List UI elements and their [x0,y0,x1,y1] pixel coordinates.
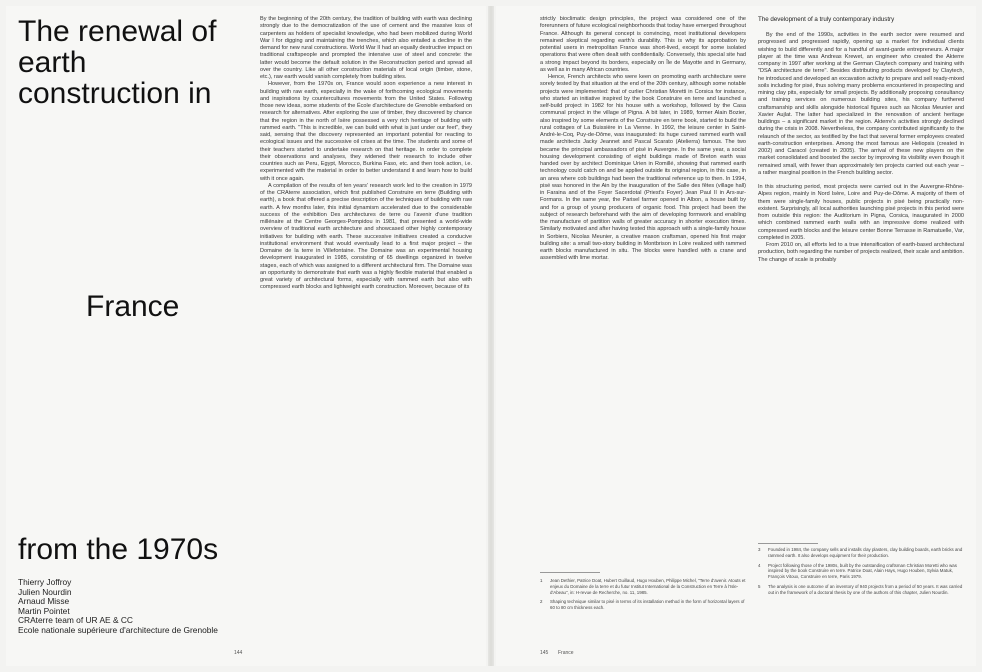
body-column-left [260,16,472,628]
footnote-text: Project following those of the 1980s, built by the outstanding craftsman Christian Moretti who was inspired by the book Construire en terre. Patrice Doat, Alain Hays, Hugo Houben, Sylvia Matuk, François Vitoux, Construire en terre, Paris 1979. [768,562,957,580]
footnote [540,599,746,611]
title-line-2: France [86,290,180,323]
credit-line: Julien Nourdin [18,586,72,597]
credit-line: Martin Pointet [18,605,70,616]
footnote-number: 4 [758,562,761,568]
footnote-number: 3 [758,547,761,552]
footnote [540,578,746,595]
body-column-right-2 [758,16,964,538]
left-page [6,6,486,666]
section-heading: The development of a truly contemporary industry [758,16,895,23]
page-number-right: 145 [540,650,549,656]
body-paragraph: However, from the 1970s on, France would soon experience a new interest in building with raw earth, especially in the wake of forthcoming ecological movements and inspirations by countercultures movements from the United States. Following those new ideas, some students of the École d'architecture de Grenoble embarked on research for alternatives. After exploring the use of timber, they discovered by chance that the region in the north of Isère possessed a very rich heritage of building with rammed earth. "This is incredible, we can build with what is just under our feet", they said, sensing that the discovery represented an important potential for reacting to ecological issues and the successive oil crises at the time. The students and some of their teachers started to undertake research on that heritage. In order to complete their observations and analyses, they widened their research to include other countries such as Peru, Egypt, Morocco, Burkina Faso, etc. and then took action, i.e. experimented with the material in order to better understand it and learn how to build with it once again. [260,81,472,182]
running-head: France [558,650,574,656]
footnotes-left [540,578,746,615]
footnote-text: Jean Dethier, Patrice Doat, Hubert Guillaud, Hugo Houben, Philippe Michel, "Terre d'avenir. Atouts et enjeux du Domaine de la terre et du futur Institut International de la Construction en Terre à l'Isle-d'Abeau", in: H-revue de Recherche, no. 11, 1985. [550,578,746,595]
spine-gutter [488,6,494,666]
page-number-left: 144 [234,650,243,656]
credit-line: Arnaud Misse [18,596,70,607]
footnote [758,563,964,580]
footnote-text: The analysis is one outcome of an inventory of 940 projects from a period of 50 years. It was carried out in the framework of a doctoral thesis by one of the authors of this chapter, Julien Nourdin. [768,583,963,595]
author-credits [18,578,248,636]
body-paragraph: strictly bioclimatic design principles, the project was considered one of the forerunners of future ecological neighborhoods that today have emerged throughout France. Although its general concept is convincing, most institutional developers remained skeptical regarding earth's durability. This is why its approbation by potential users in metropolitan France was short-lived, except for some isolated operations that were often dealt with confidentially. Conversely, this special site had a strong impact beyond its borders, especially on Île de Mayotte and in Germany, as well as in many African countries. [540,16,746,73]
title-line-3: from the 1970s [18,533,219,566]
credit-line: CRAterre team of UR AE & CC [18,615,133,626]
footnote [758,584,964,596]
footnote [758,547,964,559]
body-paragraph: From 2010 on, all efforts led to a true intensification of earth-based architectural production, both regarding the number of projects realized, their scale and ambition. The change of scale is probably [758,242,964,263]
right-page [496,6,976,666]
title-line-1: The renewal of earth construction in [18,15,217,110]
body-paragraph: Hence, French architects who were keen on promoting earth architecture were sorely tested by that situation at the end of the 20th century, although some notable projects were implemented: that of curlier Christian Moretti in Corsica for instance, who started an initiative inspired by the book Construire en terre and launched a self-build project in 1982 for his house with a workshop, followed by the Casa communal project in the village of Pigna. A bit later, in 1989, former Alain Bozier, also inspired by some elements of the Construire en terre book, started to build the rural cottages of La Buissière in La Vienne. In 1992, the leisure center in Saint-André-le-Coq, Puy-de-Dôme, was inaugurated: its huge curved rammed earth wall made architects Jacky Jeannet and Pascal Scarato (Atelierra) famous. The two became the principal ambassadors of pisé in Auvergne. In the same year, a social housing development consisting of eight buildings made of Breton earth was handed over by architect Dominique Urien in Romillé, showing that rammed earth technology could catch on and be applied outside its original region, in this case, in an area where cob buildings had been the traditional reference up to then. In 1994, pisé was honored in the Ain by the inauguration of the Salle des fêtes (village hall) in Faraina and of the Foyer Sacerdotal (Priest's Foyer) Jean Paul II in Ars-sur-Formans. In the same year, the Parisel farmer opened in Albon, a house built by and for a group of young producers of organic food. This project had been the subject of research beforehand with the aim of developing formwork and enabling the manufacture of partition walls of greater accuracy in shorter execution times. Similarly motivated and after having tested this approach with a single-family house in Sorbiers, Nicolas Meunier, a creative mason craftsman, opened his first major building site: a small two-story building in Montbrison in Loire realized with rammed earth blocks manufactured in situ. The blocks were handled with a crane and assembled with lime mortar. [540,74,746,262]
body-paragraph: A compilation of the results of ten years' research work led to the creation in 1979 of the CRAterre association, which first published Construire en terre (Building with earth), a book that offered a precise description of the techniques of building with raw earth. A few months later, this initial dynamism accelerated due to the considerable success of the exhibition Des architectures de terre ou l'avenir d'une tradition millénaire at the Centre Georges-Pompidou in 1981, that presented a world-wide overview of traditional earth architecture and showcased other highly contemporary initiatives for building with earth. These successive initiatives created a conducive institutional environment that would eventually lead to a first major project – the Domaine de la terre in Villefontaine. The Domaine was an experimental housing development inaugurated in 1985, consisting of 65 dwellings organized in twelve stages, each of which was assigned to a different architectural firm. The Domaine was an opportunity to demonstrate that earth was a highly flexible material that enabled a great variety of architectural forms, especially with rammed earth but also with compressed earth blocks and lightweight earth construction. Moreover, because of its [260,182,472,291]
body-column-right-1 [540,16,746,536]
footnote-number: 1 [540,578,543,583]
footnote-number: 2 [540,599,543,605]
footnote-rule [758,543,818,544]
footnote-text: Shaping technique similar to pisé in terms of its installation method in the form of horizontal layers of 60 to 80 cm thickness each. [550,599,745,611]
footnote-number: 5 [758,583,761,589]
footnotes-right [758,547,964,600]
credit-line: Thierry Joffroy [18,577,72,587]
body-paragraph: By the beginning of the 20th century, the tradition of building with earth was declining strongly due to the democratization of the use of cement and the massive loss of carpenters as holders of specialist knowledge, who had been mobilized during World War I for digging and maintaining the trenches, which also entailed a decline in the demand for new rural constructions. World War II had an equally destructive impact on traditional craftspeople and prompted the intensive use of steel and concrete: the latter would become the default solution in the Reconstruction period and spread all over the country. Like all other construction materials of local origin (timber, stone, etc.), raw earth would vanish completely from building sites. [260,16,472,80]
credit-line: Ecole nationale supérieure d'architecture de Grenoble [18,624,218,635]
footnote-text: Founded in 1984, the company sells and installs clay plasters, clay building boards, earth bricks and rammed earth. It also develops equipment for their production. [768,547,963,558]
body-paragraph: In this structuring period, most projects were carried out in the Auvergne-Rhône-Alpes region, mainly in Nord Isère, Loire and Puy-de-Dôme. A majority of them of them were single-family houses, public projects in pisé being practically non-existent. Surprisingly, all local authorities launching pisé projects in this period were from outside this region: the Auditorium in Pigna, Corsica, inaugurated in 2000 which combined rammed earth walls with an impressive dome realized with compressed earth blocks and the leisure center Bonne Terrasse in Ramatuelle, Var, completed in 2005. [758,184,964,241]
footnote-rule [540,572,600,573]
body-paragraph: By the end of the 1990s, activities in the earth sector were resumed and progressed and progressed rapidly, opening up a market for individual clients wishing to build differently and for a handful of avant-garde entrepreneurs. A major player at the time was Andreas Krewet, an engineer who created the Akterre company in 1997 after working at the German Claytech company and training with "DSA architecture de terre". Besides distributing products developed by Claytech, he introduced and developed an excavation activity to prepare and sell ready-mixed soils including for pisé, thus solving many problems encountered in prospecting and mining clay pits, especially for small projects. By additionally proposing consultancy and training services on numerous building sites, his company furthered craftsmanship and skills alongside historical figures such as Nicolas Meunier and Xavier Aujlat. The latter had specialized in the renovation of ancient heritage buildings – a significant market in the region. Akterre's activities strongly declined during the crisis in 2008. Nevertheless, the company contributed significantly to the relaunch of the sector, as testified by the fact that several former employees created earth-construction enterprises. Among the most famous are Heliopsis (created in 2002) and Caracol (created in 2005). The arrival of these new players on the market consolidated and boosted the sector by improving its visibility even though it remained small, with fewer than approximately ten projects carried out each year – a rather marginal position in the French building sector. [758,32,964,176]
